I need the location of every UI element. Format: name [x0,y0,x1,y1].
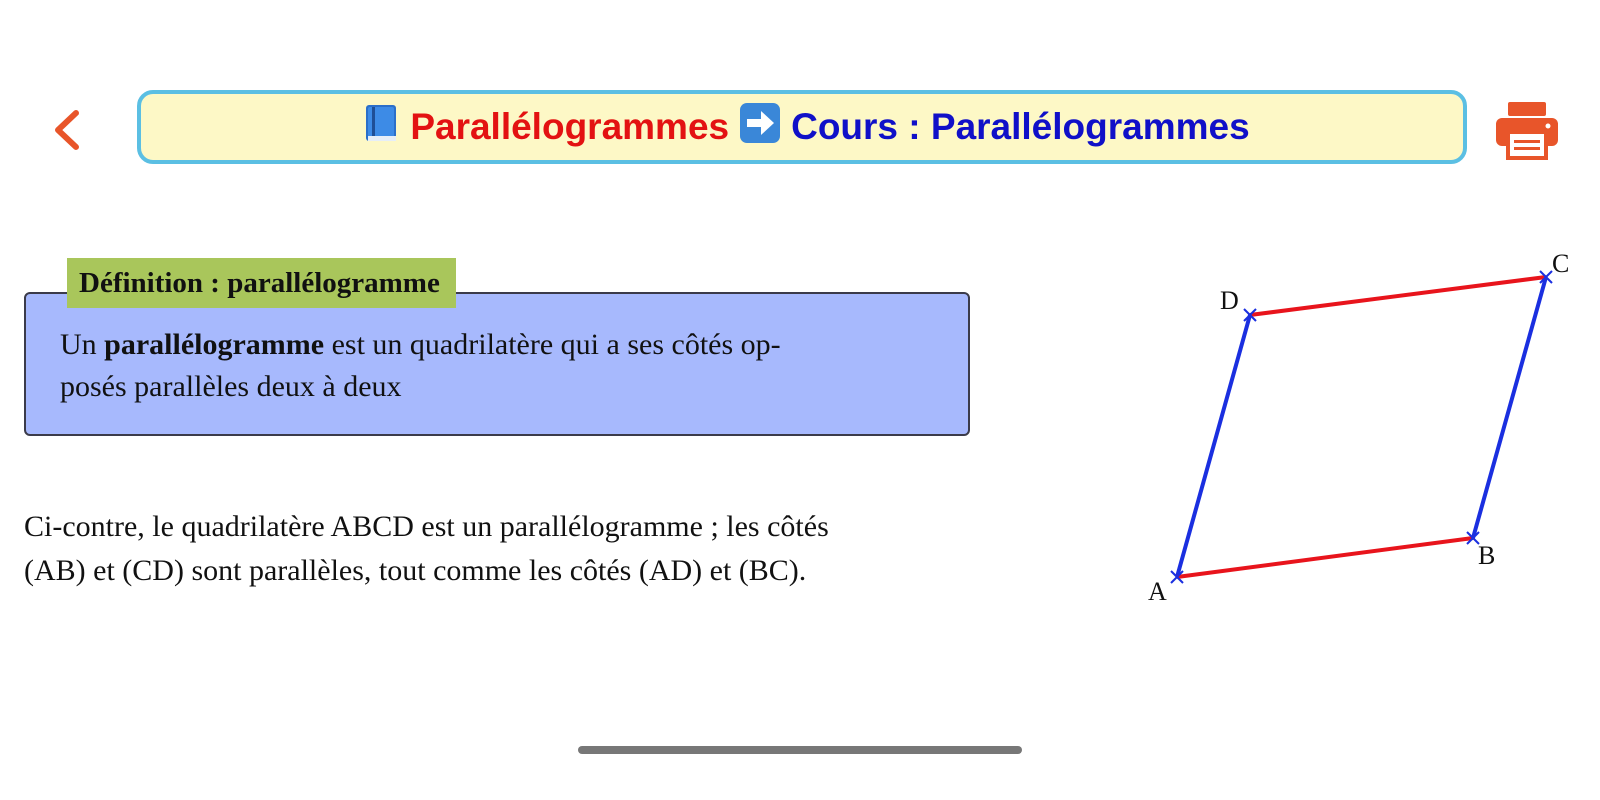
breadcrumb [137,90,1467,164]
chevron-left-icon [44,100,94,160]
definition-label: Définition : parallélogramme [67,258,456,308]
print-button[interactable] [1494,100,1560,160]
right-arrow-icon [739,102,781,153]
definition-box [24,292,970,436]
side-ad [1177,315,1250,577]
definition-text-end: est un quadrilatère qui a ses côtés op- [324,328,781,361]
side-bc [1473,277,1546,538]
home-indicator[interactable] [578,746,1022,754]
side-dc [1250,277,1546,315]
point-label-a: A [1148,577,1167,606]
definition-text-start: Un [60,328,105,361]
definition-term: parallélogramme [104,328,325,361]
parallelogram-figure [1130,240,1600,610]
vertex-marks [1171,271,1552,583]
breadcrumb-chapter[interactable]: Parallélogrammes [410,106,730,147]
explanation-text [24,505,984,593]
explanation-line-2: (AB) et (CD) sont parallèles, tout comme les côtés (AD) et (BC). [24,554,807,587]
explanation-line-1: Ci-contre, le quadrilatère ABCD est un parallélogramme ; les côtés [24,510,829,543]
printer-icon [1494,100,1560,160]
point-label-b: B [1478,541,1496,570]
point-label-d: D [1220,286,1239,315]
breadcrumb-lesson: Cours : Parallélogrammes [791,106,1250,147]
point-label-c: C [1552,249,1570,278]
definition-text-line2: posés parallèles deux à deux [60,370,402,403]
side-ab [1177,538,1473,577]
blue-book-icon [364,103,400,152]
back-button[interactable] [44,100,94,160]
